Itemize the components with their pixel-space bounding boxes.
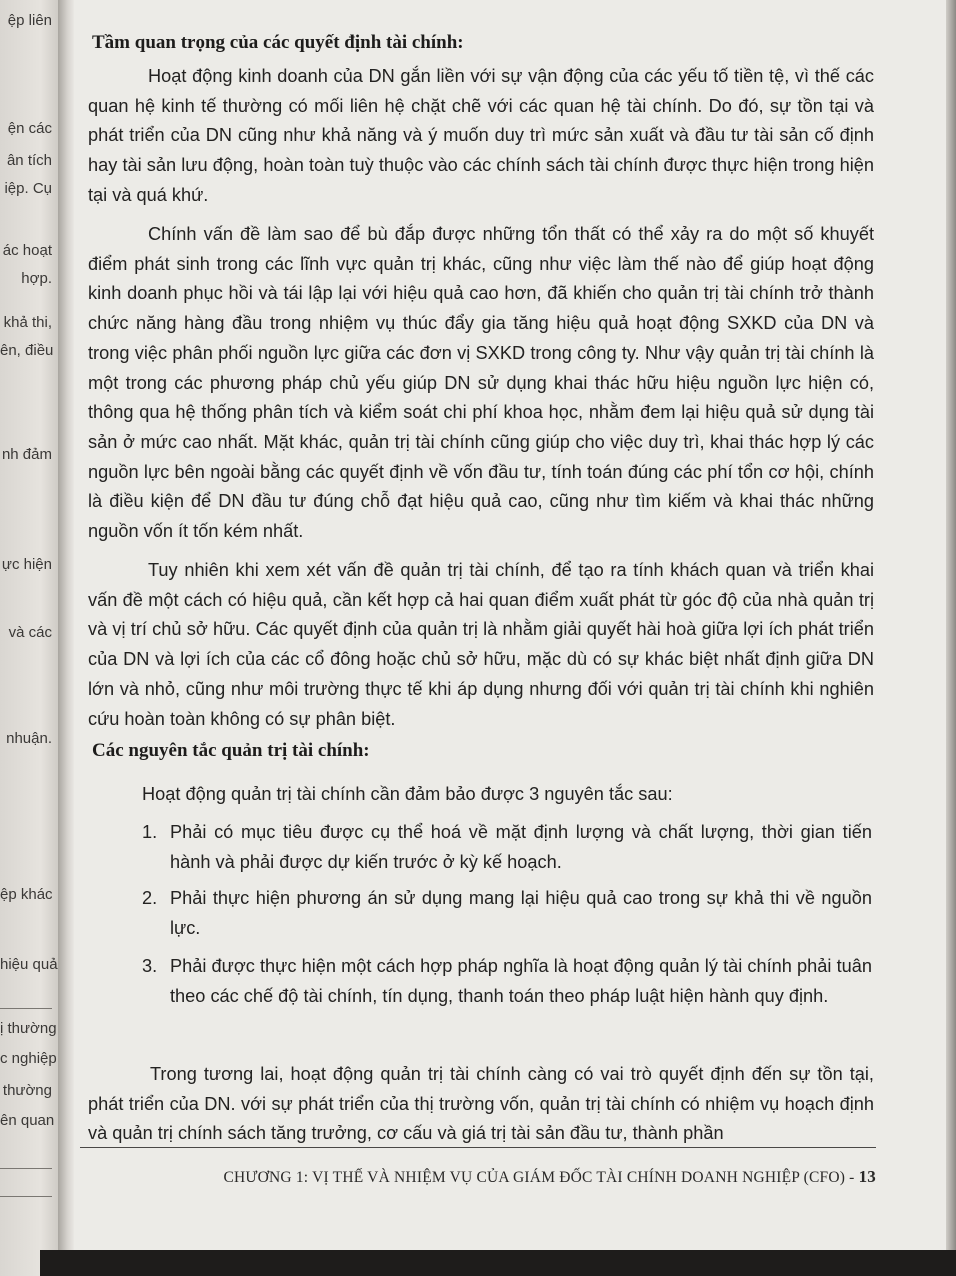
book-page	[74, 0, 946, 1250]
section-heading-principles: Các nguyên tắc quản trị tài chính:	[92, 740, 370, 761]
list-item-number: 2.	[142, 888, 158, 908]
previous-page-fragment: nhuận.	[6, 730, 52, 747]
paragraph: Trong tương lai, hoạt động quản trị tài chính càng có vai trò quyết định đến sự tồn tại, phát triển của DN. với sự phát triển của thị trường vốn, quản trị tài chính có nhiệm vụ hoạch định và quản trị chính sách tăng trưởng, cơ cấu và giá trị tài sản đầu tư, thành phần	[88, 1064, 874, 1144]
principles-intro: Hoạt động quản trị tài chính cần đảm bảo được 3 nguyên tắc sau:	[142, 784, 673, 804]
previous-page-fragment: c nghiệp	[0, 1050, 57, 1067]
list-item-text: Phải có mục tiêu được cụ thể hoá về mặt định lượng và chất lượng, thời gian tiến hành và phải được dự kiến trước ở kỳ kế hoạch.	[170, 822, 872, 872]
previous-page-fragment: nh đảm	[1, 446, 52, 463]
previous-page-fragment: và các	[8, 624, 52, 641]
paragraph: Hoạt động kinh doanh của DN gắn liền với sự vận động của các yếu tố tiền tệ, vì thế các quan hệ kinh tế thường có mối liên hệ chặt chẽ với các quan hệ tài chính. Do đó, sự tồn tại và phát triển của DN cũng như khả năng và ý muốn duy trì mức sản xuất và đầu tư tài sản cố định hay tài sản lưu động, hoàn toàn tuỳ thuộc vào các chính sách tài chính được thực hiện trong hiện tại và quá khứ.	[88, 66, 874, 205]
previous-page-fragment: hiệu quả	[0, 956, 58, 973]
previous-page-rule	[0, 1168, 52, 1169]
footer-rule	[80, 1147, 876, 1148]
list-item-number: 3.	[142, 956, 158, 976]
previous-page-fragment: ực hiện	[1, 556, 52, 573]
list-item-number: 1.	[142, 822, 158, 842]
previous-page-fragment: ệp liên	[7, 12, 52, 29]
previous-page-fragment: ên, điều	[0, 342, 54, 359]
list-item-text: Phải được thực hiện một cách hợp pháp nghĩa là hoạt động quản lý tài chính phải tuân theo các chế độ tài chính, tín dụng, thanh toán theo pháp luật hiện hành quy định.	[170, 956, 872, 1006]
previous-page-fragment: hợp.	[21, 270, 52, 287]
previous-page-fragment: iệp. Cụ	[4, 180, 52, 197]
page-number: 13	[858, 1167, 876, 1186]
list-item	[142, 952, 872, 1011]
list-item	[142, 818, 872, 877]
previous-page-fragment: khả thi,	[3, 314, 52, 331]
previous-page-rule	[0, 1196, 52, 1197]
previous-page-fragment: ân tích	[6, 152, 52, 169]
page-right-edge	[946, 0, 956, 1276]
paragraph: Chính vấn đề làm sao để bù đắp được những tổn thất có thể xảy ra do một số khuyết điểm phát sinh trong các lĩnh vực quản trị khác, cũng như việc làm thế nào để giúp hoạt động kinh doanh phục hồi và tái lập lại với hiệu quả cao hơn, đã khiến cho quản trị tài chính trở thành chức năng hàng đầu trong nhiệm vụ thúc đẩy gia tăng hiệu quả hoạt động SXKD của DN và trong việc phân phối nguồn lực giữa các đơn vị SXKD trong công ty. Như vậy quản trị tài chính là một trong các phương pháp chủ yếu giúp DN sử dụng khai thác hữu hiệu nguồn lực hiện có, thông qua hệ thống phân tích và kiểm soát chi phí khoa học, nhằm đem lại hiệu quả sử dụng tài sản ở mức cao nhất. Mặt khác, quản trị tài chính cũng giúp cho việc duy trì, khai thác hợp lý các nguồn lực bên ngoài bằng các quyết định về vốn đầu tư, tính toán đúng các phí tổn cơ hội, chính là điều kiện để DN đầu tư đúng chỗ đạt hiệu quả cao, cũng như tìm kiếm và khai thác những nguồn vốn ít tốn kém nhất.	[88, 224, 874, 542]
running-footer	[80, 1167, 876, 1187]
list-item	[142, 884, 872, 943]
previous-page-rule	[0, 1008, 52, 1009]
section-heading-importance: Tầm quan trọng của các quyết định tài chính:	[92, 32, 464, 53]
book-gutter	[58, 0, 74, 1276]
previous-page-fragment: ện các	[7, 120, 52, 137]
previous-page-edge	[0, 0, 58, 1276]
previous-page-fragment: ên quan	[0, 1112, 55, 1129]
list-item-text: Phải thực hiện phương án sử dụng mang lại hiệu quả cao trong sự khả thi về nguồn lực.	[170, 888, 872, 938]
chapter-title: CHƯƠNG 1: VỊ THẾ VÀ NHIỆM VỤ CỦA GIÁM ĐỐC TÀI CHÍNH DOANH NGHIỆP (CFO) -	[223, 1169, 855, 1186]
previous-page-fragment: ị thường	[0, 1020, 57, 1037]
previous-page-fragment: ệp khác	[0, 886, 53, 903]
previous-page-fragment: thường	[2, 1082, 52, 1099]
paragraph: Tuy nhiên khi xem xét vấn đề quản trị tài chính, để tạo ra tính khách quan và triển khai vấn đề một cách có hiệu quả, cần kết hợp cả hai quan điểm xuất phát từ góc độ của nhà quản trị và vị trí chủ sở hữu. Các quyết định của quản trị là nhằm giải quyết hài hoà giữa lợi ích phát triển của DN và lợi ích của các cổ đông hoặc chủ sở hữu, mặc dù có sự khác biệt nhất định giữa DN lớn và nhỏ, cũng như môi trường thực tế khi áp dụng nhưng đối với quản trị tài chính khi nghiên cứu hoàn toàn không có sự phân biệt.	[88, 560, 874, 729]
page-bottom-edge	[40, 1250, 956, 1276]
previous-page-fragment: ác hoạt	[2, 242, 52, 259]
